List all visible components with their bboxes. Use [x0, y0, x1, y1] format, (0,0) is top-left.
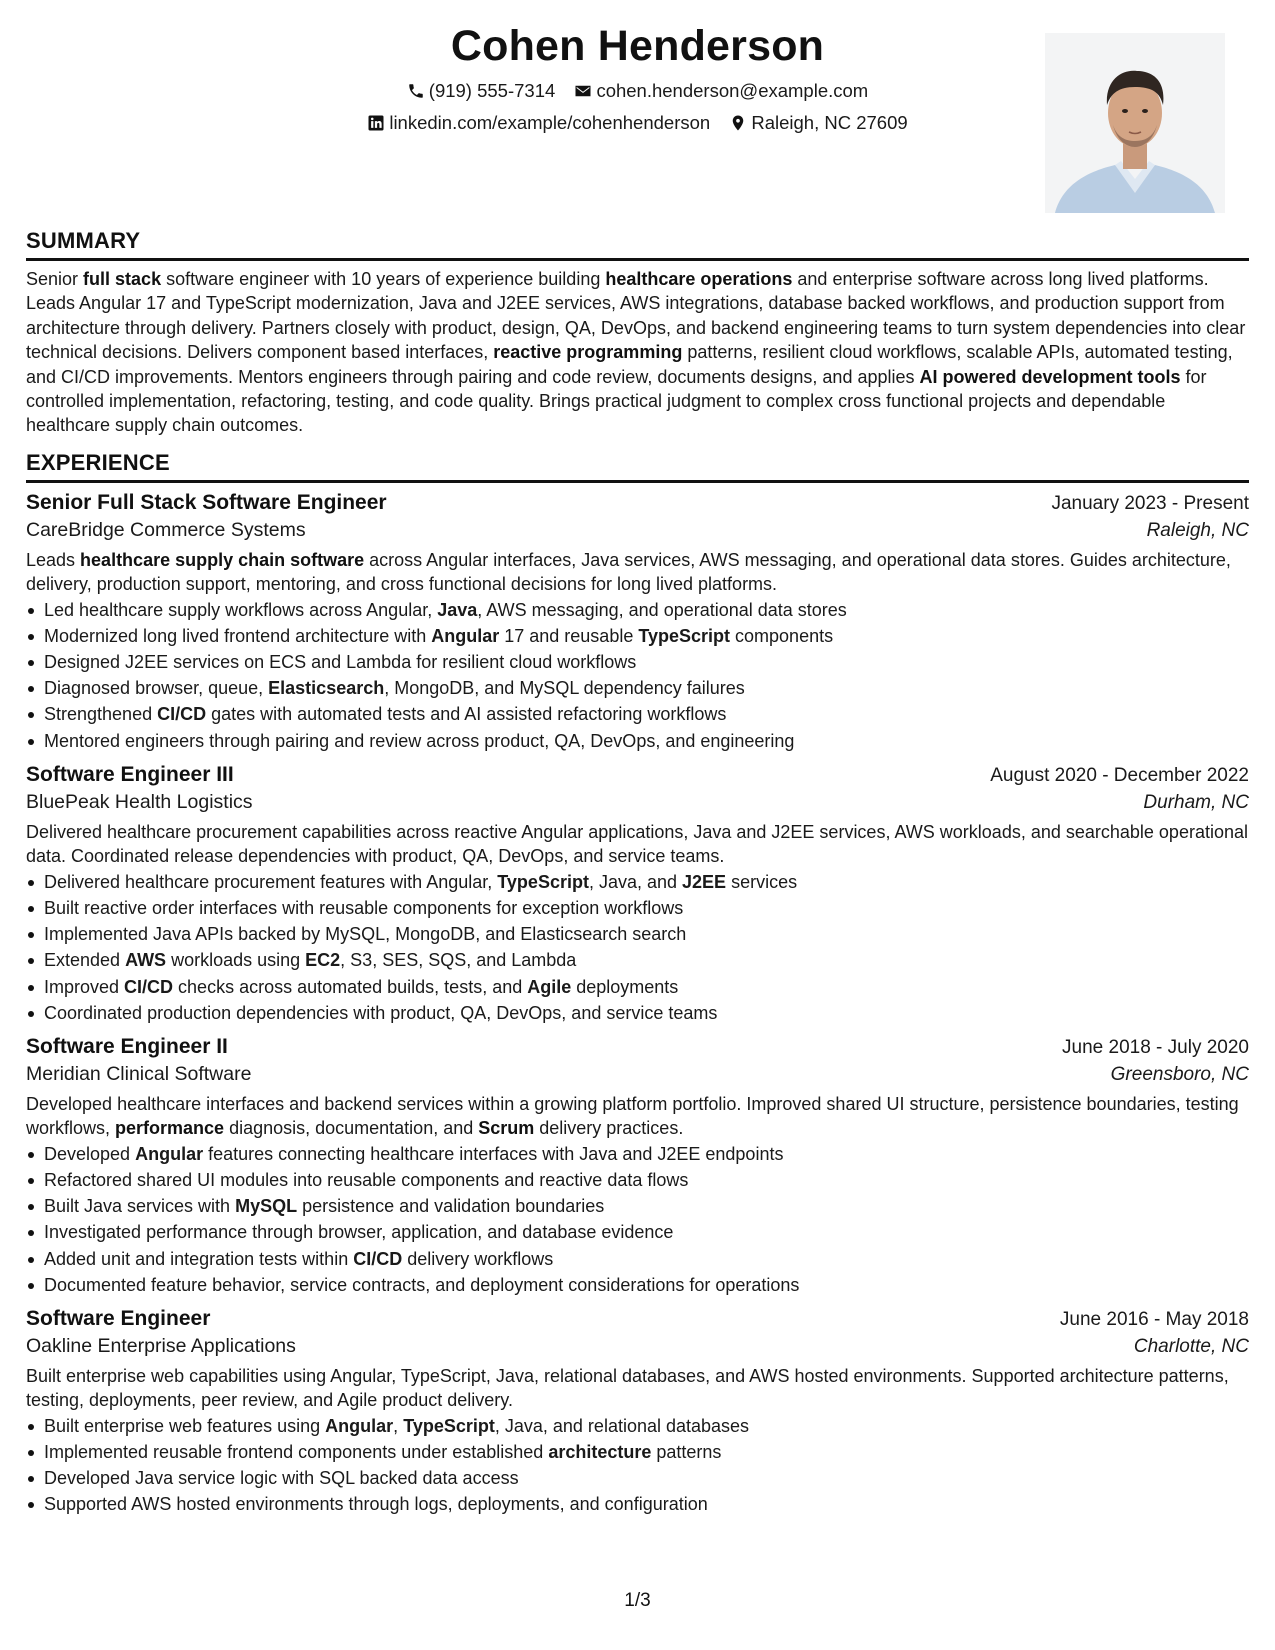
bold-keyword: full stack	[83, 269, 162, 289]
text-run: Delivered healthcare procurement capabilities across reactive Angular applications, Java and J2EE services, AWS workloads, and searchable operational data. Coordinated release dependencies with product, QA, DevOps, and service teams.	[26, 821, 1248, 867]
job-entry	[26, 763, 1249, 1026]
job-title: Software Engineer III	[26, 762, 234, 786]
job-company: Oakline Enterprise Applications	[26, 1334, 296, 1357]
bullet-item	[26, 947, 1249, 973]
job-description	[26, 820, 1249, 869]
job-bullets	[26, 597, 1249, 754]
location-text: Raleigh, NC 27609	[751, 112, 908, 133]
bullet-item	[26, 649, 1249, 675]
portrait-image	[1045, 33, 1225, 213]
text-run: Modernized long lived frontend architecture with	[44, 625, 432, 646]
bullet-item	[26, 869, 1249, 895]
text-run: Diagnosed browser, queue,	[44, 678, 269, 699]
linkedin-icon	[367, 114, 385, 132]
text-run: Coordinated production dependencies with product, QA, DevOps, and service teams	[44, 1002, 718, 1023]
text-run: diagnosis, documentation, and	[224, 1118, 479, 1139]
bold-keyword: Scrum	[478, 1118, 535, 1139]
bullet-item	[26, 1246, 1249, 1272]
bullet-item	[26, 728, 1249, 754]
text-run: , MongoDB, and MySQL dependency failures	[384, 678, 745, 699]
text-run: Developed	[44, 1143, 136, 1164]
text-run: delivery workflows	[402, 1248, 554, 1269]
job-title: Software Engineer	[26, 1306, 211, 1330]
bullet-item	[26, 675, 1249, 701]
job-location: Durham, NC	[1143, 791, 1249, 813]
bold-keyword: AWS	[125, 950, 167, 971]
bold-keyword: healthcare operations	[605, 269, 793, 289]
job-header	[26, 1307, 1249, 1331]
phone-text: (919) 555-7314	[428, 80, 556, 101]
text-run: , S3, SES, SQS, and Lambda	[340, 950, 577, 971]
candidate-name: Cohen Henderson	[450, 22, 825, 70]
text-run: services	[726, 871, 798, 892]
text-run: Implemented Java APIs backed by MySQL, MongoDB, and Elasticsearch search	[44, 924, 687, 945]
bold-keyword: TypeScript	[497, 871, 589, 892]
email-text: cohen.henderson@example.com	[596, 80, 869, 101]
text-run: checks across automated builds, tests, and	[173, 976, 528, 997]
text-run: Designed J2EE services on ECS and Lambda for resilient cloud workflows	[44, 652, 637, 673]
text-run: , Java, and relational databases	[494, 1415, 750, 1436]
bullet-item	[26, 701, 1249, 727]
bold-keyword: CI/CD	[124, 976, 174, 997]
text-run: , AWS messaging, and operational data stores	[477, 599, 847, 620]
bullet-item	[26, 1000, 1249, 1026]
bullet-item	[26, 921, 1249, 947]
envelope-icon	[574, 82, 592, 100]
bullet-item	[26, 1219, 1249, 1245]
job-location: Charlotte, NC	[1133, 1335, 1249, 1357]
text-run: Improved	[44, 976, 125, 997]
text-run: Strengthened	[44, 704, 158, 725]
job-description	[26, 548, 1249, 597]
job-company: Meridian Clinical Software	[26, 1062, 252, 1085]
job-dates: June 2018 - July 2020	[1062, 1036, 1249, 1058]
job-dates: August 2020 - December 2022	[990, 764, 1249, 786]
job-header	[26, 763, 1249, 787]
text-run: Developed Java service logic with SQL backed data access	[44, 1468, 519, 1489]
text-run: Mentored engineers through pairing and review across product, QA, DevOps, and engineering	[44, 730, 795, 751]
text-run: Added unit and integration tests within	[44, 1248, 354, 1269]
bullet-item	[26, 1491, 1249, 1517]
bullet-item	[26, 623, 1249, 649]
bullet-item	[26, 1439, 1249, 1465]
text-run: delivery practices.	[534, 1118, 684, 1139]
summary-heading: SUMMARY	[26, 228, 1249, 261]
bullet-item	[26, 1413, 1249, 1439]
bold-keyword: Angular	[325, 1415, 394, 1436]
text-run: Supported AWS hosted environments through logs, deployments, and configuration	[44, 1494, 708, 1515]
job-company: BluePeak Health Logistics	[26, 790, 253, 813]
bold-keyword: CI/CD	[353, 1248, 403, 1269]
text-run: Developed healthcare interfaces and backend services within a growing platform portfolio. Improved shared UI structure, persistence boundaries, testing workflows,	[26, 1093, 1239, 1139]
text-run: patterns, resilient cloud workflows, scalable APIs, automated testing, and CI/CD improvements. Mentors engineers through pairing and code review, documents designs, and applies	[26, 342, 1233, 387]
bold-keyword: EC2	[305, 950, 341, 971]
text-run: Leads	[26, 549, 81, 570]
page-number: 1/3	[624, 1590, 651, 1611]
bullet-item	[26, 895, 1249, 921]
summary-paragraph	[26, 267, 1249, 438]
job-title: Software Engineer II	[26, 1034, 228, 1058]
text-run: Investigated performance through browser, application, and database evidence	[44, 1222, 674, 1243]
bold-keyword: CI/CD	[157, 704, 207, 725]
bold-keyword: healthcare supply chain software	[80, 549, 365, 570]
contact-email	[574, 80, 868, 102]
text-run: across Angular interfaces, Java services, AWS messaging, and operational data stores. Guides architecture, delivery, production support, mentoring, and cross functional decisions for long lived platforms.	[26, 549, 1231, 595]
bold-keyword: performance	[115, 1118, 225, 1139]
map-pin-icon	[729, 114, 747, 132]
bold-keyword: Angular	[431, 625, 500, 646]
job-title: Senior Full Stack Software Engineer	[26, 490, 387, 514]
job-entry	[26, 1307, 1249, 1518]
contact-phone	[407, 80, 556, 102]
job-subheader	[26, 519, 1249, 542]
text-run: features connecting healthcare interfaces with Java and J2EE endpoints	[203, 1143, 784, 1164]
bold-keyword: J2EE	[682, 871, 727, 892]
phone-icon	[407, 82, 425, 100]
text-run: Refactored shared UI modules into reusable components and reactive data flows	[44, 1169, 689, 1190]
text-run: for controlled implementation, refactoring, testing, and code quality. Brings practical judgment to complex cross functional projects and dependable healthcare supply chain outcomes.	[26, 366, 1207, 436]
text-run: Extended	[44, 950, 126, 971]
text-run: persistence and validation boundaries	[297, 1196, 605, 1217]
text-run: , Java, and	[588, 871, 683, 892]
job-header	[26, 1035, 1249, 1059]
bold-keyword: Angular	[135, 1143, 204, 1164]
text-run: Built Java services with	[44, 1196, 236, 1217]
text-run: gates with automated tests and AI assisted refactoring workflows	[206, 704, 727, 725]
resume-header	[26, 0, 1249, 212]
text-run: Delivered healthcare procurement features with Angular,	[44, 871, 498, 892]
bold-keyword: Agile	[527, 976, 572, 997]
job-location: Raleigh, NC	[1146, 519, 1249, 541]
bullet-item	[26, 1193, 1249, 1219]
bold-keyword: Elasticsearch	[268, 678, 385, 699]
text-run: Led healthcare supply workflows across Angular,	[44, 599, 438, 620]
text-run: software engineer with 10 years of experience building	[161, 269, 606, 289]
contact-location	[729, 112, 907, 134]
job-dates: January 2023 - Present	[1051, 492, 1249, 514]
text-run: patterns	[651, 1441, 722, 1462]
job-description	[26, 1364, 1249, 1413]
experience-heading: EXPERIENCE	[26, 450, 1249, 483]
bold-keyword: TypeScript	[403, 1415, 495, 1436]
job-bullets	[26, 869, 1249, 1026]
job-bullets	[26, 1413, 1249, 1518]
text-run: Built enterprise web features using	[44, 1415, 326, 1436]
text-run: Senior	[26, 269, 84, 289]
text-run: and enterprise software across long lived platforms. Leads Angular 17 and TypeScript modernization, Java and J2EE services, AWS integrations, database backed workflows, and production support from architecture through delivery. Partners closely with product, design, QA, DevOps, and backend engineering teams to turn system dependencies into clear technical decisions. Delivers component based interfaces,	[26, 269, 1246, 363]
job-entry	[26, 491, 1249, 754]
bold-keyword: MySQL	[235, 1196, 298, 1217]
text-run: Built enterprise web capabilities using Angular, TypeScript, Java, relational databases, and AWS hosted environments. Supported architecture patterns, testing, deployments, peer review, and Agile product delivery.	[26, 1365, 1229, 1411]
contact-linkedin	[367, 112, 710, 134]
linkedin-text: linkedin.com/example/cohenhenderson	[389, 112, 711, 133]
bold-keyword: reactive programming	[493, 342, 683, 363]
job-bullets	[26, 1141, 1249, 1298]
bullet-item	[26, 1141, 1249, 1167]
bullet-item	[26, 1465, 1249, 1491]
text-run: 17 and reusable	[499, 625, 639, 646]
job-entry	[26, 1035, 1249, 1298]
text-run: Documented feature behavior, service contracts, and deployment considerations for operations	[44, 1274, 800, 1295]
text-run: Implemented reusable frontend components under established	[44, 1441, 549, 1462]
bullet-item	[26, 1167, 1249, 1193]
text-run: Built reactive order interfaces with reusable components for exception workflows	[44, 897, 684, 918]
job-company: CareBridge Commerce Systems	[26, 518, 306, 541]
bullet-item	[26, 597, 1249, 623]
bullet-item	[26, 974, 1249, 1000]
text-run: components	[730, 625, 834, 646]
bold-keyword: TypeScript	[638, 625, 731, 646]
text-run: deployments	[571, 976, 679, 997]
job-location: Greensboro, NC	[1110, 1063, 1249, 1085]
job-subheader	[26, 1063, 1249, 1086]
text-run: workloads using	[166, 950, 306, 971]
bold-keyword: Java	[437, 599, 478, 620]
job-subheader	[26, 1335, 1249, 1358]
text-run: ,	[393, 1415, 404, 1436]
bullet-item	[26, 1272, 1249, 1298]
bold-keyword: architecture	[548, 1441, 652, 1462]
experience-list	[26, 491, 1249, 1518]
job-header	[26, 491, 1249, 515]
job-dates: June 2016 - May 2018	[1059, 1308, 1249, 1330]
job-subheader	[26, 791, 1249, 814]
job-description	[26, 1092, 1249, 1141]
bold-keyword: AI powered development tools	[919, 366, 1181, 387]
profile-photo	[1045, 33, 1225, 213]
